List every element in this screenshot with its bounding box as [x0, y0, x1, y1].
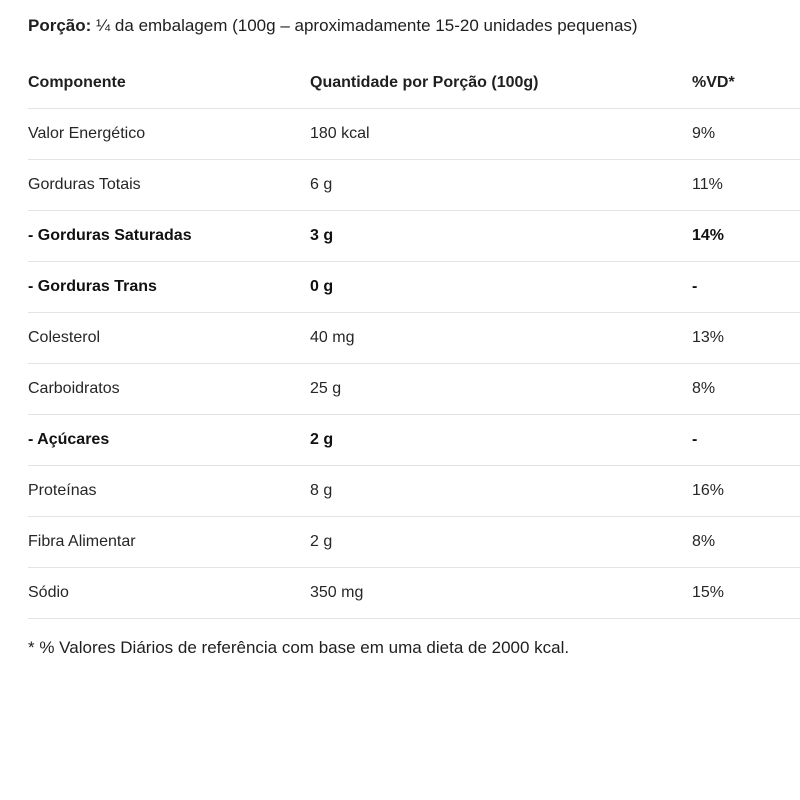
- cell-component: - Açúcares: [28, 415, 310, 466]
- serving-size-label: Porção:: [28, 16, 92, 35]
- cell-amount: 40 mg: [310, 313, 692, 364]
- cell-amount: 8 g: [310, 466, 692, 517]
- table-row: [28, 160, 800, 211]
- cell-component: Sódio: [28, 568, 310, 619]
- table-row: [28, 415, 800, 466]
- table-row: [28, 313, 800, 364]
- table-row: [28, 262, 800, 313]
- nutrition-table: [28, 58, 800, 619]
- cell-amount: 180 kcal: [310, 109, 692, 160]
- cell-component: Gorduras Totais: [28, 160, 310, 211]
- table-row: [28, 466, 800, 517]
- table-row: [28, 517, 800, 568]
- cell-component: Valor Energético: [28, 109, 310, 160]
- cell-amount: 25 g: [310, 364, 692, 415]
- cell-amount: 0 g: [310, 262, 692, 313]
- cell-daily-value: 8%: [692, 517, 800, 568]
- cell-amount: 2 g: [310, 415, 692, 466]
- cell-daily-value: -: [692, 415, 800, 466]
- daily-value-footnote: * % Valores Diários de referência com base em uma dieta de 2000 kcal.: [28, 638, 570, 657]
- cell-component: Proteínas: [28, 466, 310, 517]
- cell-daily-value: 16%: [692, 466, 800, 517]
- cell-daily-value: 9%: [692, 109, 800, 160]
- cell-component: Colesterol: [28, 313, 310, 364]
- cell-component: Fibra Alimentar: [28, 517, 310, 568]
- table-row: [28, 568, 800, 619]
- cell-daily-value: -: [692, 262, 800, 313]
- header-daily-value: %VD*: [692, 58, 800, 109]
- cell-amount: 350 mg: [310, 568, 692, 619]
- serving-size-line: [28, 14, 638, 38]
- header-amount: Quantidade por Porção (100g): [310, 58, 692, 109]
- table-row: [28, 364, 800, 415]
- serving-size-text: ¼ da embalagem (100g – aproximadamente 15-20 unidades pequenas): [96, 16, 638, 35]
- cell-amount: 3 g: [310, 211, 692, 262]
- nutrition-table-body: [28, 109, 800, 619]
- cell-amount: 2 g: [310, 517, 692, 568]
- table-row: [28, 211, 800, 262]
- cell-daily-value: 13%: [692, 313, 800, 364]
- table-header-row: [28, 58, 800, 109]
- cell-component: - Gorduras Saturadas: [28, 211, 310, 262]
- cell-daily-value: 11%: [692, 160, 800, 211]
- cell-daily-value: 15%: [692, 568, 800, 619]
- cell-component: - Gorduras Trans: [28, 262, 310, 313]
- header-component: Componente: [28, 58, 310, 109]
- cell-component: Carboidratos: [28, 364, 310, 415]
- cell-amount: 6 g: [310, 160, 692, 211]
- cell-daily-value: 14%: [692, 211, 800, 262]
- cell-daily-value: 8%: [692, 364, 800, 415]
- table-row: [28, 109, 800, 160]
